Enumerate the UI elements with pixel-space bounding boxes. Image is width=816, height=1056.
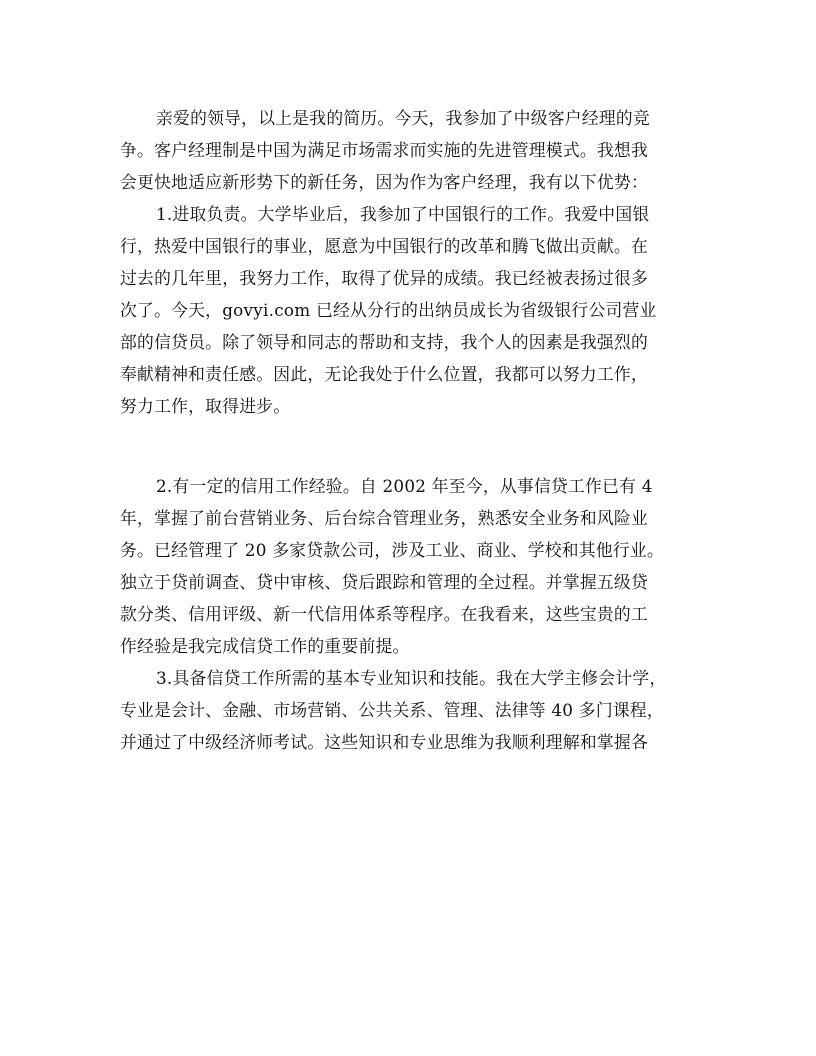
text-line: 款分类、信用评级、新一代信用体系等程序。在我看来，这些宝贵的工 [120, 604, 648, 624]
text-line: 1.进取负责。大学毕业后，我参加了中国银行的工作。我爱中国银 [156, 204, 650, 224]
text-line: 争。客户经理制是中国为满足市场需求而实施的先进管理模式。我想我 [120, 140, 648, 160]
text-line: 独立于贷前调查、贷中审核、贷后跟踪和管理的全过程。并掌握五级贷 [120, 572, 648, 592]
text-line: 过去的几年里，我努力工作，取得了优异的成绩。我已经被表扬过很多 [120, 268, 648, 288]
text-line: 部的信贷员。除了领导和同志的帮助和支持，我个人的因素是我强烈的 [120, 332, 648, 352]
document-body [120, 102, 700, 758]
text-line: 努力工作，取得进步。 [120, 396, 291, 416]
text-line: 2.有一定的信用工作经验。自 2002 年至今，从事信贷工作已有 4 [156, 476, 653, 496]
paragraph-point-3 [120, 662, 700, 758]
text-line: 亲爱的领导，以上是我的简历。今天，我参加了中级客户经理的竞 [156, 108, 650, 128]
text-line: 行，热爱中国银行的事业，愿意为中国银行的改革和腾飞做出贡献。在 [120, 236, 648, 256]
paragraph-point-2 [120, 470, 700, 662]
text-line: 作经验是我完成信贷工作的重要前提。 [120, 636, 410, 656]
text-line: 务。已经管理了 20 多家贷款公司，涉及工业、商业、学校和其他行业。 [120, 540, 664, 560]
text-line: 奉献精神和责任感。因此，无论我处于什么位置，我都可以努力工作， [120, 364, 648, 384]
text-line: 专业是会计、金融、市场营销、公共关系、管理、法律等 40 多门课程， [120, 700, 664, 720]
paragraph-spacer [120, 422, 700, 470]
text-line: 年，掌握了前台营销业务、后台综合管理业务，熟悉安全业务和风险业 [120, 508, 648, 528]
text-line: 3.具备信贷工作所需的基本专业知识和技能。我在大学主修会计学， [156, 668, 667, 688]
paragraph-point-1 [120, 198, 700, 422]
text-line: 并通过了中级经济师考试。这些知识和专业思维为我顺利理解和掌握各 [120, 732, 648, 752]
paragraph-intro [120, 102, 700, 198]
text-line: 次了。今天，govyi.com 已经从分行的出纳员成长为省级银行公司营业 [120, 300, 657, 320]
text-line: 会更快地适应新形势下的新任务，因为作为客户经理，我有以下优势： [120, 172, 648, 192]
